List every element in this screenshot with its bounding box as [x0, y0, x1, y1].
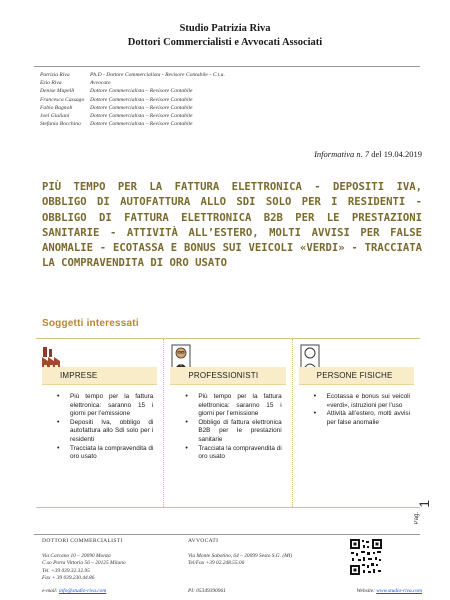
staff-role: Dottore Commercialista – Revisore Contabile — [90, 112, 193, 119]
issue-reference — [314, 149, 422, 159]
issue-date: del 19.04.2019 — [371, 149, 422, 159]
footer-line: Via Monte Sabotino, 64 – 20099 Sesto S.G. (MI) — [188, 552, 293, 559]
list-item: • Obbligo di fattura elettronica B2B per le prestazioni sanitarie — [194, 419, 281, 445]
bullet-list — [323, 393, 410, 427]
firm-name: Studio Patrizia Riva — [179, 23, 271, 34]
column-professionisti — [164, 339, 292, 507]
staff-role: Dottore Commercialista – Revisore Contabile — [90, 88, 193, 95]
page-number-label: Pag. — [414, 512, 420, 525]
column-header — [42, 367, 157, 385]
list-item: • Tracciata la compravendita di oro usato — [194, 445, 281, 462]
footer-line: Via Carcano 10 – 20090 Monza — [42, 552, 111, 559]
column-header — [299, 367, 414, 385]
list-item: • Più tempo per la fattura elettronica: saranno 15 i giorni per l’emissione — [66, 393, 153, 419]
staff-row — [40, 79, 420, 87]
staff-role: Dottore Commercialista – Revisore Contabile — [90, 121, 193, 128]
email-label: e-mail: — [42, 588, 58, 594]
document-headline: PIÙ TEMPO PER LA FATTURA ELETTRONICA - DEPOSITI IVA, OBBLIGO DI AUTOFATTURA ALLO SDI SOLO PER I RESIDENTI - OBBLIGO DI FATTURA ELETTRONICA B2B PER LE PRESTAZIONI SANITARIE - ATTIVITÀ ALL’ESTERO, MOLTI AVVISI PER FALSE ANOMALIE - ECOTASSA E BONUS SUI VEICOLI «VERDI» - TRACCIATA LA COMPRAVENDITA DI ORO USATO — [42, 181, 422, 270]
footer-website — [357, 588, 422, 595]
firm-subtitle: Dottori Commercialisti e Avvocati Associati — [127, 37, 323, 48]
staff-row — [40, 71, 420, 79]
page-number-value: 1 — [416, 500, 432, 508]
footer-line: Tel. +39 039.32.32.95 — [42, 567, 90, 574]
staff-name: Fabio Bagnoli — [40, 104, 73, 111]
footer-commercialisti — [42, 538, 182, 582]
staff-row — [40, 112, 420, 120]
staff-name: Patrizia Riva — [40, 72, 70, 78]
footer-line: Tel/Fax +39 02.248.55.06 — [188, 560, 245, 567]
issue-label: Informativa n. 7 — [314, 149, 370, 159]
staff-name: Ezio Riva — [40, 80, 62, 87]
column-header — [170, 367, 285, 385]
staff-row — [40, 96, 420, 104]
column-label: PERSONE FISICHE — [316, 371, 393, 380]
column-imprese — [36, 339, 164, 507]
footer-avvocati — [188, 538, 338, 568]
email-link[interactable]: info@studio-riva.com — [58, 588, 107, 594]
staff-name: Joel Giuliani — [40, 112, 70, 119]
staff-role: Avvocato — [90, 80, 111, 87]
section-title: Soggetti interessati — [42, 318, 139, 329]
footer-line: Fax + 39 039.230.44.86 — [42, 575, 95, 582]
letterhead — [0, 22, 450, 50]
footer-title: AVVOCATI — [188, 538, 219, 544]
staff-role: Dottore Commercialista – Revisore Contabile — [90, 96, 193, 103]
qr-code-icon — [349, 538, 383, 576]
staff-row — [40, 120, 420, 128]
footer-email — [42, 588, 106, 595]
staff-name: Stefania Bocchino — [40, 121, 81, 128]
staff-list — [40, 71, 420, 128]
list-item: • Più tempo per la fattura elettronica: saranno 15 i giorni per l’emissione — [194, 393, 281, 419]
column-label: IMPRESE — [60, 371, 98, 380]
footer-divider — [34, 534, 420, 535]
column-label: PROFESSIONISTI — [188, 371, 259, 380]
footer-title: DOTTORI COMMERCIALISTI — [42, 538, 123, 544]
header-divider — [34, 66, 420, 67]
website-label: Website: — [356, 588, 375, 594]
subjects-table — [36, 338, 420, 508]
footer-line: C.so Porta Vittoria 56 – 20125 Milano — [42, 560, 126, 567]
staff-name: Francesca Cassago — [40, 96, 85, 103]
list-item: • Ecotassa e bonus sui veicoli «verdi», istruzioni per l’uso — [323, 393, 410, 410]
list-item: • Attività all’estero, molti avvisi per false anomalie — [323, 410, 410, 427]
column-persone-fisiche — [293, 339, 420, 507]
staff-name: Denise Mapelli — [40, 88, 75, 95]
footer-vat: PI: 05349390961 — [188, 588, 226, 594]
staff-row — [40, 87, 420, 95]
bullet-list — [66, 393, 153, 462]
list-item: • Depositi Iva, obbligo di autofattura allo Sdi solo per i residenti — [66, 419, 153, 445]
staff-role: Dottore Commercialista – Revisore Contabile — [90, 104, 193, 111]
staff-role: Ph.D - Dottore Commercialista - Revisore Contabile - C.t.u. — [90, 72, 225, 78]
staff-row — [40, 104, 420, 112]
list-item: • Tracciata la compravendita di oro usato — [66, 445, 153, 462]
bullet-list — [194, 393, 281, 462]
website-link[interactable]: www.studio-riva.com — [376, 588, 422, 594]
